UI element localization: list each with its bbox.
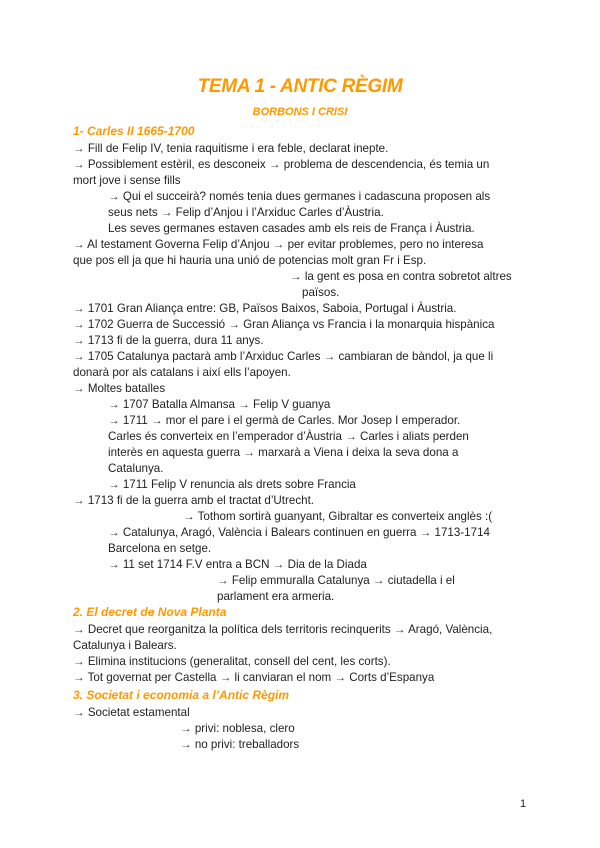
text-line: → Al testament Governa Felip d’Anjou → per evitar problemes, pero no interesa bbox=[73, 238, 484, 251]
text-line: mort jove i sense fills bbox=[73, 174, 181, 187]
text-line: → 11 set 1714 F.V entra a BCN → Dia de la Diada bbox=[108, 558, 367, 571]
text-line: → Tothom sortirà guanyant, Gibraltar es converteix anglès :( bbox=[183, 510, 493, 523]
text-line: → Decret que reorganitza la política dels territoris recinquerits → Aragó, València, bbox=[73, 623, 493, 636]
text-line: → Possiblement estèril, es desconeix → problema de descendencia, és temia un bbox=[73, 158, 490, 171]
text-line: → Fill de Felip IV, tenia raquitisme i era feble, declarat inepte. bbox=[73, 142, 389, 155]
text-line: → Catalunya, Aragó, València i Balears continuen en guerra → 1713-1714 bbox=[108, 526, 490, 539]
page-number: 1 bbox=[520, 798, 527, 810]
text-line: → 1701 Gran Aliança entre: GB, Països Baixos, Saboia, Portugal i Àustria. bbox=[73, 302, 457, 315]
text-line: → la gent es posa en contra sobretot altres bbox=[290, 270, 512, 283]
text-line: → 1707 Batalla Almansa → Felip V guanya bbox=[108, 398, 331, 411]
text-line: → 1713 fi de la guerra, dura 11 anys. bbox=[73, 334, 264, 347]
text-line: → privi: noblesa, clero bbox=[180, 722, 295, 735]
text-line: → Elimina institucions (generalitat, consell del cent, les corts). bbox=[73, 655, 391, 668]
section-heading-societat-economia: 3. Societat i economia a l’Antic Règim bbox=[73, 688, 290, 702]
text-line: països. bbox=[302, 286, 340, 299]
section-heading-carles-ii: 1- Carles II 1665-1700 bbox=[73, 124, 195, 138]
text-line: → 1702 Guerra de Successió → Gran Aliança vs Francia i la monarquia hispànica bbox=[73, 318, 495, 331]
text-line: que pos ell ja que hi hauria una unió de potencias molt gran Fr i Esp. bbox=[73, 254, 427, 267]
text-line: → no privi: treballadors bbox=[180, 738, 300, 751]
text-line: seus nets → Felip d’Anjou i l’Arxiduc Carles d’Àustria. bbox=[108, 206, 384, 219]
text-line: Les seves germanes estaven casades amb els reis de França i Àustria. bbox=[108, 222, 475, 235]
text-line: interès en aquesta guerra → marxarà a Viena i deixa la seva dona a bbox=[108, 446, 459, 459]
text-line: → Societat estamental bbox=[73, 706, 190, 719]
document-subtitle: BORBONS I CRISI bbox=[252, 106, 348, 118]
text-line: Catalunya i Balears. bbox=[73, 639, 177, 652]
text-line: → 1711 Felip V renuncia als drets sobre Francia bbox=[108, 478, 356, 491]
text-line: donarà por als catalans i així ells l’apoyen. bbox=[73, 366, 291, 379]
document-title: TEMA 1 - ANTIC RÈGIM bbox=[197, 76, 403, 97]
section-heading-nova-planta: 2. El decret de Nova Planta bbox=[73, 605, 227, 619]
text-line: → 1705 Catalunya pactarà amb l’Arxiduc Carles → cambiaran de bàndol, ja que li bbox=[73, 350, 494, 363]
text-line: Catalunya. bbox=[108, 462, 164, 475]
text-line: → 1711 → mor el pare i el germà de Carles. Mor Josep I emperador. bbox=[108, 414, 461, 427]
text-line: parlament era armeria. bbox=[217, 590, 335, 603]
text-line: → 1713 fi de la guerra amb el tractat d’Utrecht. bbox=[73, 494, 315, 507]
text-line: Barcelona en setge. bbox=[108, 542, 212, 555]
text-line: → Moltes batalles bbox=[73, 382, 166, 395]
text-line: → Felip emmuralla Catalunya → ciutadella i el bbox=[217, 574, 455, 587]
text-line: → Qui el succeirà? només tenia dues germanes i cadascuna proposen als bbox=[108, 190, 491, 203]
text-line: Carles és converteix en l’emperador d’Àustria → Carles i aliats perden bbox=[108, 430, 469, 443]
text-line: → Tot governat per Castella → li canviaran el nom → Corts d’Espanya bbox=[73, 671, 435, 684]
